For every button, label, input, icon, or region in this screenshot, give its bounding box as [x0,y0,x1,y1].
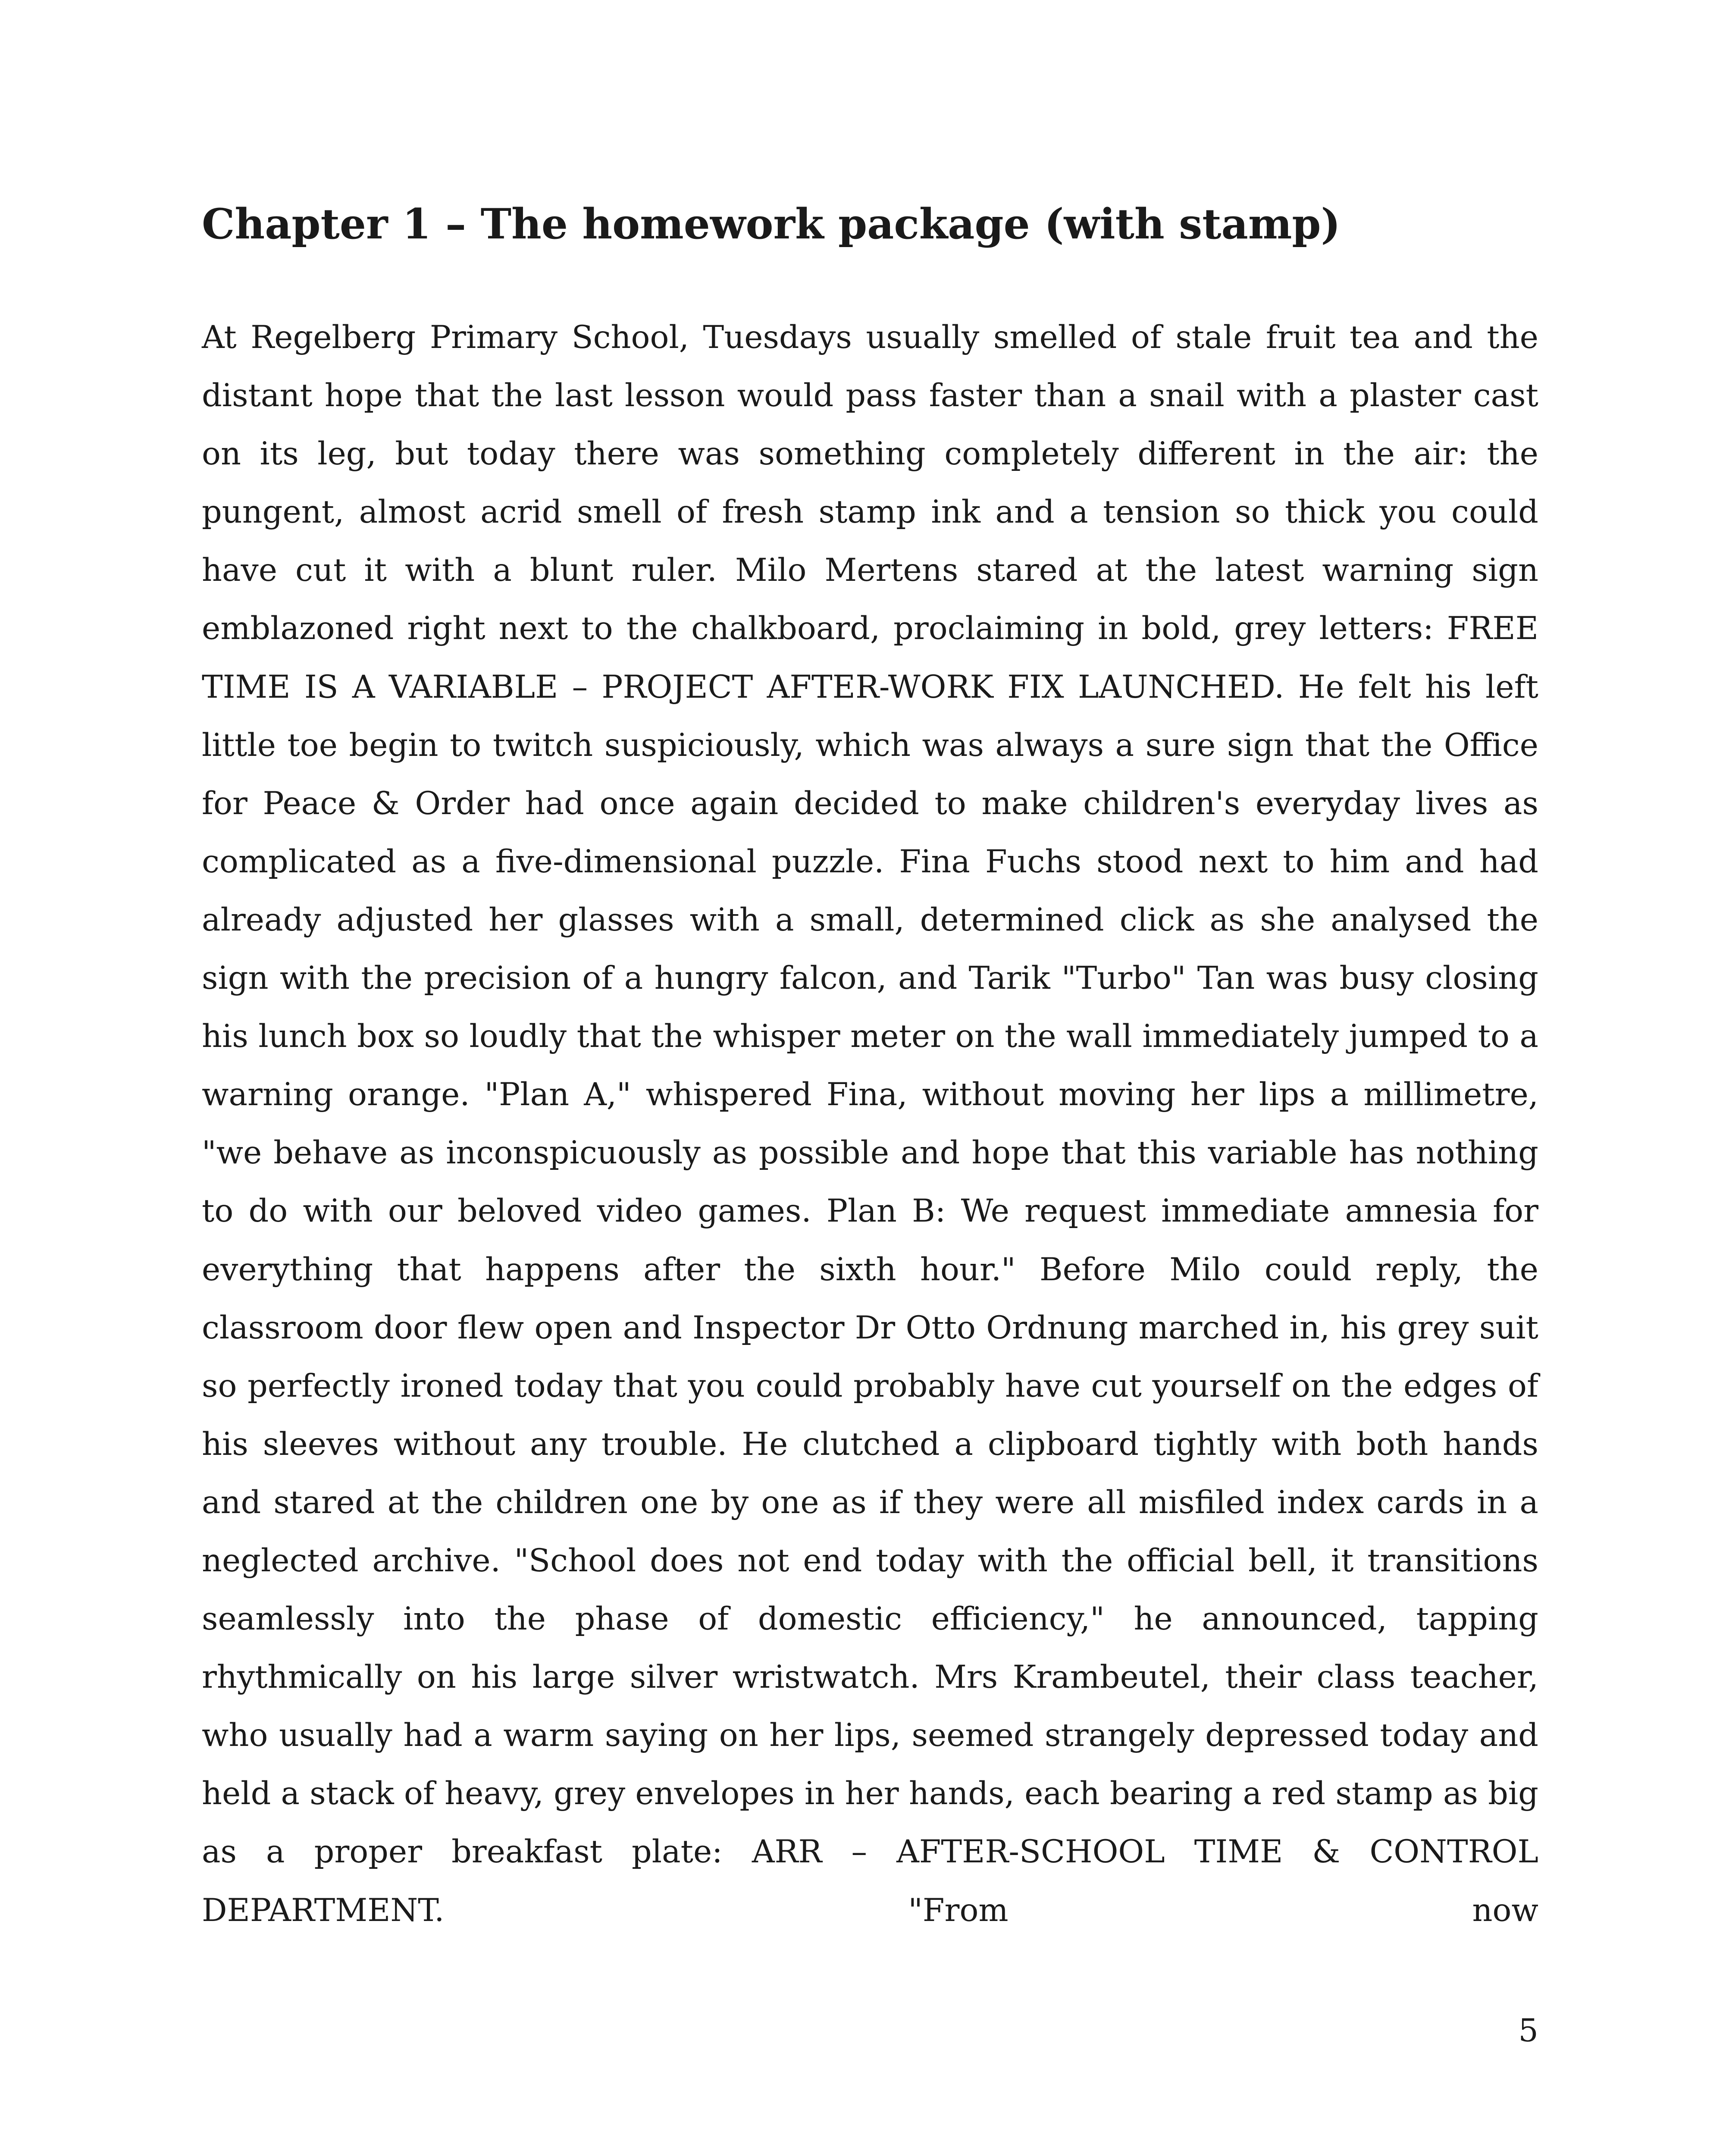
page-number: 5 [1518,2012,1538,2049]
chapter-title: Chapter 1 – The homework package (with stamp) [202,200,1340,248]
body-paragraph: At Regelberg Primary School, Tuesdays usually smelled of stale fruit tea and the distant hope that the last lesson would pass faster than a snail with a plaster cast on its leg, but today there was something completely different in the air: the pungent, almost acrid smell of fresh stamp ink and a tension so thick you could have cut it with a blunt ruler. Milo Mertens stared at the latest warning sign emblazoned right next to the chalkboard, proclaiming in bold, grey letters: FREE TIME IS A VARIABLE – PROJECT AFTER-WORK FIX LAUNCHED. He felt his left little toe begin to twitch suspiciously, which was always a sure sign that the Office for Peace & Order had once again decided to make children's everyday lives as complicated as a five-dimensional puzzle. Fina Fuchs stood next to him and had already adjusted her glasses with a small, determined click as she analysed the sign with the precision of a hungry falcon, and Tarik "Turbo" Tan was busy closing his lunch box so loudly that the whisper meter on the wall immediately jumped to a warning orange. "Plan A," whispered Fina, without moving her lips a millimetre, "we behave as inconspicuously as possible and hope that this variable has nothing to do with our beloved video games. Plan B: We request immediate amnesia for everything that happens after the sixth hour." Before Milo could reply, the classroom door flew open and Inspector Dr Otto Ordnung marched in, his grey suit so perfectly ironed today that you could probably have cut yourself on the edges of his sleeves without any trouble. He clutched a clipboard tightly with both hands and stared at the children one by one as if they were all misfiled index cards in a neglected archive. "School does not end today with the official bell, it transitions seamlessly into the phase of domestic efficiency," he announced, tapping rhythmically on his large silver wristwatch. Mrs Krambeutel, their class teacher, who usually had a warm saying on her lips, seemed strangely depressed today and held a stack of heavy, grey envelopes in her hands, each bearing a red stamp as big as a proper breakfast plate: ARR – AFTER-SCHOOL TIME & CONTROL DEPARTMENT. "From now [202,319,1538,1929]
